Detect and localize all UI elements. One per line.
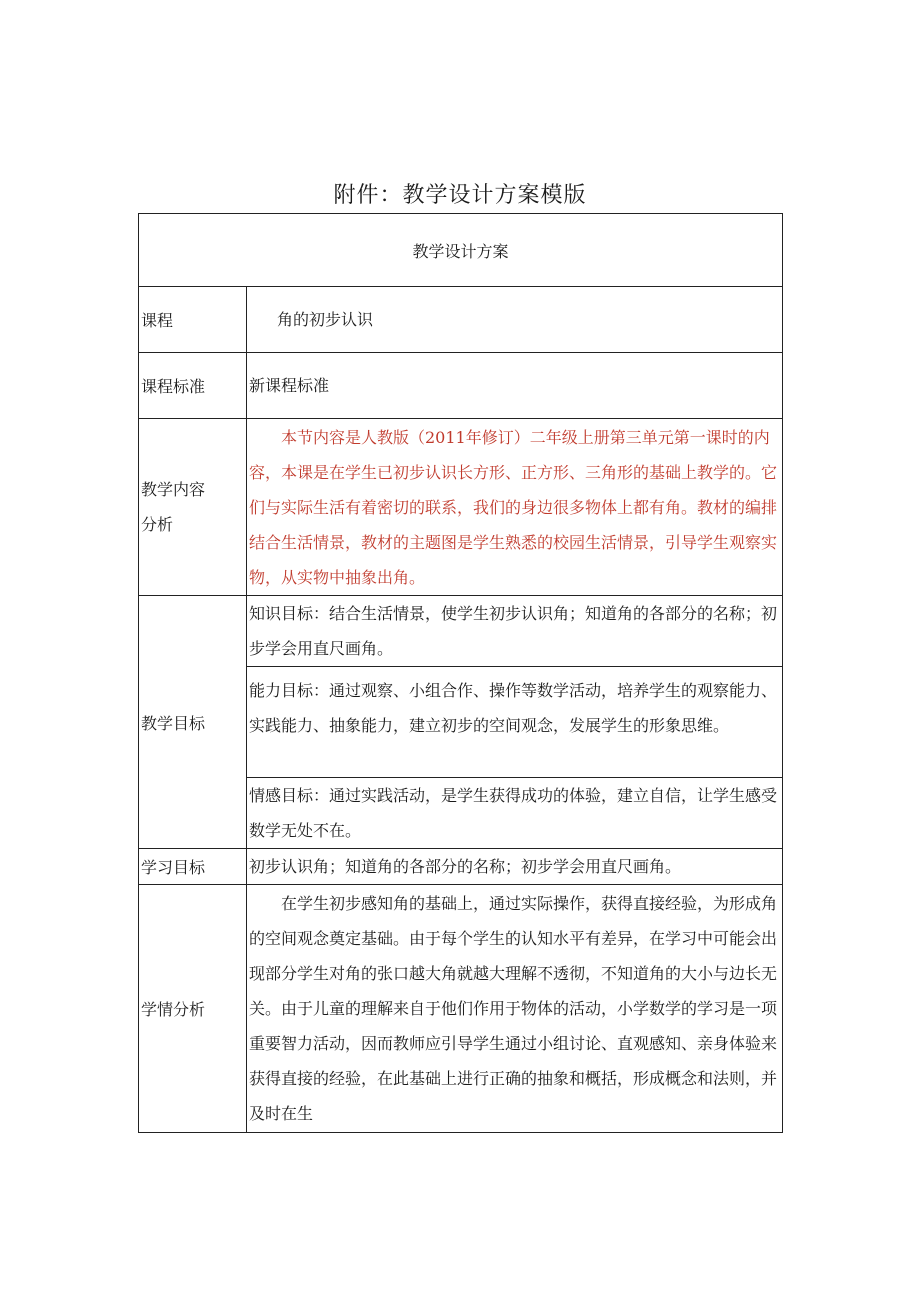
learner-analysis-cell — [247, 885, 783, 1133]
study-goal-label: 学习目标 — [139, 849, 247, 885]
standard-label: 课程标准 — [139, 353, 247, 419]
learner-analysis-label: 学情分析 — [139, 885, 247, 1133]
content-analysis-label-text: 教学内容分析 — [141, 480, 206, 534]
teaching-goals-label: 教学目标 — [139, 596, 247, 849]
study-goal-value: 初步认识角；知道角的各部分的名称；初步学会用直尺画角。 — [247, 849, 783, 885]
page-title: 附件：教学设计方案模版 — [333, 183, 587, 208]
learner-analysis-text: 在学生初步感知角的基础上，通过实际操作，获得直接经验，为形成角的空间观念奠定基础。由于每个学生的认知水平有差异，在学习中可能会出现部分学生对角的张口越大角就越大理解不透彻，不知道角的大小与边长无关。由于儿童的理解来自于他们作用于物体的活动，小学数学的学习是一项重要智力活动，因而教师应引导学生通过小组讨论、直观感知、亲身体验来获得直接的经验，在此基础上进行正确的抽象和概括，形成概念和法则，并及时在生 — [249, 894, 778, 1123]
course-value: 角的初步认识 — [247, 287, 783, 353]
table-heading: 教学设计方案 — [139, 214, 783, 287]
knowledge-goal: 知识目标：结合生活情景，使学生初步认识角；知道角的各部分的名称；初步学会用直尺画角。 — [247, 596, 783, 667]
emotion-goal: 情感目标：通过实践活动，是学生获得成功的体验，建立自信，让学生感受数学无处不在。 — [247, 778, 783, 849]
content-analysis-label — [139, 419, 247, 596]
ability-goal: 能力目标：通过观察、小组合作、操作等数学活动，培养学生的观察能力、实践能力、抽象能力，建立初步的空间观念，发展学生的形象思维。 — [247, 667, 783, 778]
content-analysis-cell — [247, 419, 783, 596]
content-analysis-text: 本节内容是人教版（2011年修订）二年级上册第三单元第一课时的内容，本课是在学生已初步认识长方形、正方形、三角形的基础上教学的。它们与实际生活有着密切的联系，我们的身边很多物体上都有角。教材的编排结合生活情景，教材的主题图是学生熟悉的校园生活情景，引导学生观察实物，从实物中抽象出角。 — [249, 427, 778, 587]
lesson-plan-table — [138, 213, 783, 1133]
standard-value: 新课程标准 — [247, 353, 783, 419]
course-label: 课程 — [139, 287, 247, 353]
